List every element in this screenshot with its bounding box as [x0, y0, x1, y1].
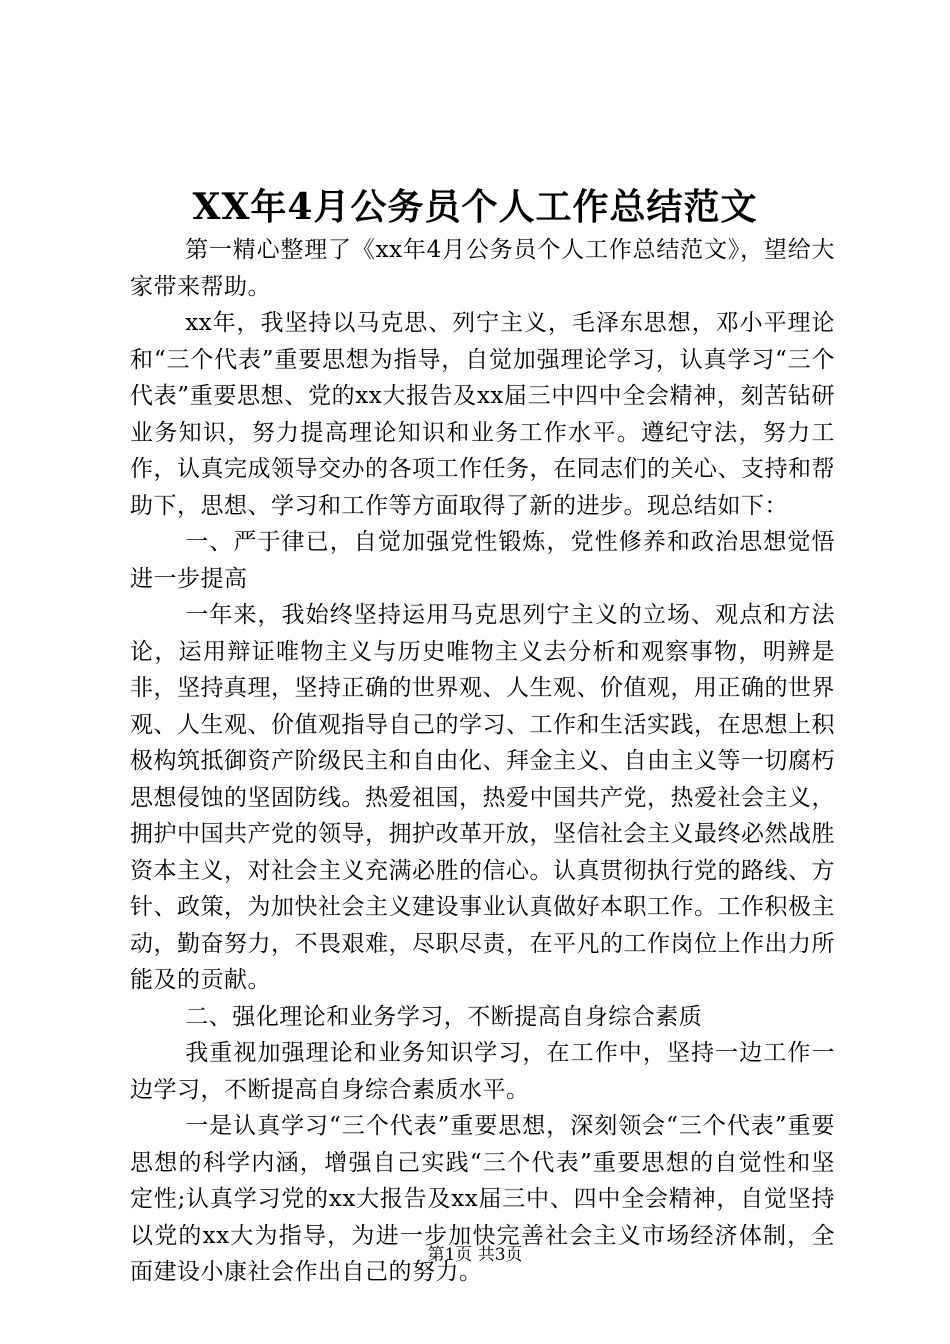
paragraph-intro: 第一精心整理了《xx年4月公务员个人工作总结范文》，望给大家带来帮助。 [130, 237, 835, 300]
paragraph-overview: xx年，我坚持以马克思、列宁主义，毛泽东思想，邓小平理论和“三个代表”重要思想为指导，自觉加强理论学习，认真学习“三个代表”重要思想、党的xx大报告及xx届三中四中全会精神，刻苦钻研业务知识，努力提高理论知识和业务工作水平。遵纪守法，努力工作，认真完成领导交办的各项工作任务，在同志们的关心、支持和帮助下，思想、学习和工作等方面取得了新的进步。现总结如下： [130, 310, 835, 519]
document-body [130, 232, 835, 1291]
page-number: 第1页 共3页 [427, 1245, 523, 1265]
paragraph-section-2-point-1: 一是认真学习“三个代表”重要思想，深刻领会“三个代表”重要思想的科学内涵，增强自己实践“三个代表”重要思想的自觉性和坚定性;认真学习党的xx大报告及xx届三中、四中全会精神，自觉坚持以党的xx大为指导，为进一步加快完善社会主义市场经济体制，全面建设小康社会作出自己的努力。 [130, 1113, 835, 1285]
paragraph-section-1: 一年来，我始终坚持运用马克思列宁主义的立场、观点和方法论，运用辩证唯物主义与历史唯物主义去分析和观察事物，明辨是非，坚持真理，坚持正确的世界观、人生观、价值观，用正确的世界观、人生观、价值观指导自己的学习、工作和生活实践，在思想上积极构筑抵御资产阶级民主和自由化、拜金主义、自由主义等一切腐朽思想侵蚀的坚固防线。热爱祖国，热爱中国共产党，热爱社会主义，拥护中国共产党的领导，拥护改革开放，坚信社会主义最终必然战胜资本主义，对社会主义充满必胜的信心。认真贯彻执行党的路线、方针、政策，为加快社会主义建设事业认真做好本职工作。工作积极主动，勤奋努力，不畏艰难，尽职尽责，在平凡的工作岗位上作出力所能及的贡献。 [130, 602, 835, 993]
section-heading-1: 一、严于律已，自觉加强党性锻炼，党性修养和政治思想觉悟进一步提高 [130, 529, 835, 592]
section-heading-2: 二、强化理论和业务学习，不断提高自身综合素质 [185, 1003, 703, 1030]
document-title: XX年4月公务员个人工作总结范文 [192, 186, 758, 228]
paragraph-section-2: 我重视加强理论和业务知识学习，在工作中，坚持一边工作一边学习，不断提高自身综合素质水平。 [130, 1040, 835, 1103]
